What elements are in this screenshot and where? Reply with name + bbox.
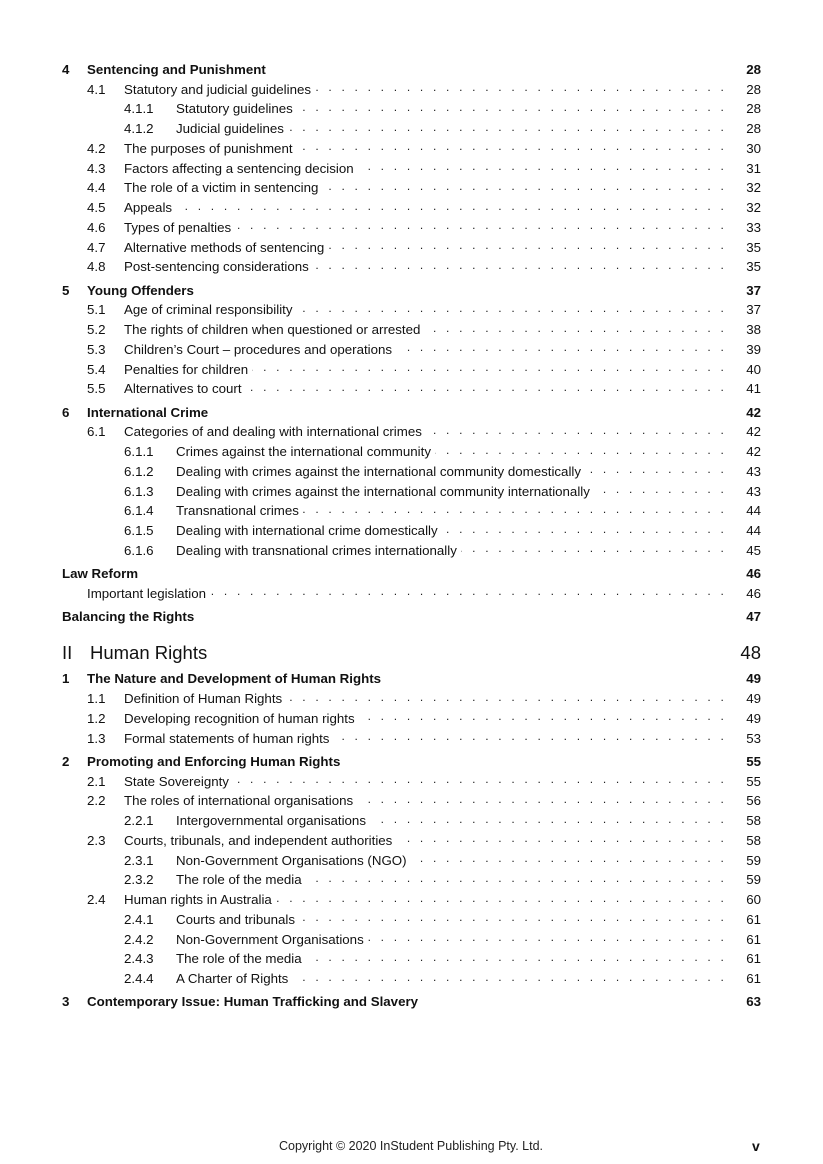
toc-entry-sub[interactable] bbox=[62, 910, 761, 930]
table-of-contents bbox=[62, 56, 761, 1012]
toc-entry-number: 5.1 bbox=[87, 302, 106, 318]
toc-entry-page: 59 bbox=[746, 852, 761, 868]
dot-leader bbox=[358, 161, 727, 175]
toc-entry-sub[interactable] bbox=[62, 850, 761, 870]
toc-entry-title: The rights of children when questioned or arrested bbox=[124, 322, 424, 337]
toc-entry-title: Definition of Human Rights bbox=[124, 691, 286, 706]
toc-entry-page: 49 bbox=[746, 710, 761, 726]
toc-entry-title: Courts and tribunals bbox=[176, 912, 299, 927]
toc-entry-title: Appeals bbox=[124, 200, 176, 215]
toc-entry-page: 48 bbox=[740, 641, 761, 663]
toc-entry-sub[interactable] bbox=[62, 462, 761, 482]
toc-entry-page: 30 bbox=[746, 140, 761, 156]
toc-entry-page: 56 bbox=[746, 793, 761, 809]
toc-entry-title: Categories of and dealing with international crimes bbox=[124, 424, 426, 439]
toc-entry-title: Non-Government Organisations bbox=[176, 932, 368, 947]
toc-entry-page: 33 bbox=[746, 219, 761, 235]
toc-entry-page: 42 bbox=[746, 424, 761, 440]
dot-leader bbox=[315, 82, 727, 96]
dot-leader bbox=[368, 932, 727, 946]
toc-entry-sub[interactable] bbox=[62, 870, 761, 890]
toc-entry-number: 4.1.1 bbox=[124, 101, 154, 117]
toc-entry-page: 32 bbox=[746, 200, 761, 216]
dot-leader bbox=[292, 972, 727, 986]
toc-entry-title: Developing recognition of human rights bbox=[124, 711, 359, 726]
toc-entry-number: 6.1.2 bbox=[124, 463, 154, 479]
toc-entry-title: Intergovernmental organisations bbox=[176, 813, 370, 828]
dot-leader bbox=[370, 814, 727, 828]
toc-entry-page: 61 bbox=[746, 971, 761, 987]
dot-leader bbox=[288, 122, 727, 136]
toc-entry-page: 42 bbox=[746, 444, 761, 460]
toc-entry-number: 6.1 bbox=[87, 424, 106, 440]
toc-entry-page: 43 bbox=[746, 463, 761, 479]
toc-entry-sec[interactable] bbox=[62, 237, 761, 257]
toc-entry-number: 2.3 bbox=[87, 832, 106, 848]
toc-entry-page: 46 bbox=[746, 566, 761, 582]
dot-leader bbox=[233, 774, 727, 788]
toc-entry-title: Children’s Court – procedures and operations bbox=[124, 342, 396, 357]
dot-leader bbox=[252, 362, 727, 376]
dot-leader bbox=[210, 586, 727, 600]
dot-leader bbox=[594, 484, 727, 498]
toc-entry-number: 6.1.3 bbox=[124, 483, 154, 499]
toc-entry-title: International Crime bbox=[87, 405, 212, 420]
dot-leader bbox=[333, 731, 727, 745]
toc-entry-page: 28 bbox=[746, 101, 761, 117]
dot-leader bbox=[235, 220, 727, 234]
toc-entry-title: The roles of international organisations bbox=[124, 793, 357, 808]
toc-entry-sec[interactable] bbox=[62, 791, 761, 811]
toc-entry-page: 45 bbox=[746, 542, 761, 558]
toc-entry-number: 6.1.6 bbox=[124, 542, 154, 558]
toc-entry-sec[interactable] bbox=[62, 139, 761, 159]
toc-entry-sec[interactable] bbox=[62, 422, 761, 442]
toc-entry-sec[interactable] bbox=[62, 320, 761, 340]
toc-entry-sub[interactable] bbox=[62, 501, 761, 521]
toc-entry-page: 49 bbox=[746, 671, 761, 687]
toc-entry-page: 58 bbox=[746, 832, 761, 848]
dot-leader bbox=[328, 240, 727, 254]
toc-entry-title: A Charter of Rights bbox=[176, 971, 292, 986]
toc-entry-page: 58 bbox=[746, 813, 761, 829]
toc-entry-sub[interactable] bbox=[62, 541, 761, 561]
dot-leader bbox=[313, 260, 727, 274]
toc-entry-number: 5.2 bbox=[87, 322, 106, 338]
toc-entry-sec[interactable] bbox=[62, 178, 761, 198]
toc-entry-page: 35 bbox=[746, 239, 761, 255]
toc-entry-title: Law Reform bbox=[62, 566, 142, 581]
toc-entry-page: 44 bbox=[746, 523, 761, 539]
toc-entry-sec[interactable] bbox=[62, 158, 761, 178]
toc-entry-page: 46 bbox=[746, 585, 761, 601]
toc-entry-number: 5.3 bbox=[87, 341, 106, 357]
toc-entry-title: Statutory and judicial guidelines bbox=[124, 82, 315, 97]
toc-entry-page: 61 bbox=[746, 951, 761, 967]
dot-leader bbox=[299, 912, 727, 926]
toc-entry-title: State Sovereignty bbox=[124, 774, 233, 789]
toc-entry-sub[interactable] bbox=[62, 949, 761, 969]
toc-entry-page: 28 bbox=[746, 61, 761, 77]
toc-entry-title: Human rights in Australia bbox=[124, 892, 276, 907]
toc-entry-title: Types of penalties bbox=[124, 220, 235, 235]
toc-entry-page: 32 bbox=[746, 180, 761, 196]
dot-leader bbox=[176, 201, 727, 215]
toc-entry-number: 2.4.2 bbox=[124, 931, 154, 947]
toc-entry-page: 37 bbox=[746, 302, 761, 318]
toc-entry-number: 2.2 bbox=[87, 793, 106, 809]
toc-entry-number: 2.2.1 bbox=[124, 813, 154, 829]
toc-entry-number: 2.4.4 bbox=[124, 971, 154, 987]
toc-entry-title: The purposes of punishment bbox=[124, 141, 297, 156]
toc-entry-sub[interactable] bbox=[62, 99, 761, 119]
toc-entry-number: 1.1 bbox=[87, 691, 106, 707]
toc-entry-sec[interactable] bbox=[62, 257, 761, 277]
toc-entry-ch[interactable] bbox=[62, 280, 761, 300]
dot-leader bbox=[306, 952, 727, 966]
toc-entry-sec[interactable] bbox=[62, 689, 761, 709]
toc-entry-page: 59 bbox=[746, 872, 761, 888]
toc-entry-page: 37 bbox=[746, 282, 761, 298]
dot-leader bbox=[396, 342, 727, 356]
toc-entry-page: 60 bbox=[746, 892, 761, 908]
toc-entry-page: 44 bbox=[746, 503, 761, 519]
dot-leader bbox=[359, 711, 727, 725]
toc-entry-sec[interactable] bbox=[62, 79, 761, 99]
toc-entry-page: 35 bbox=[746, 259, 761, 275]
toc-entry-sec[interactable] bbox=[62, 831, 761, 851]
toc-entry-title: Human Rights bbox=[90, 642, 211, 664]
toc-entry-number: 6 bbox=[62, 404, 70, 420]
dot-leader bbox=[306, 873, 727, 887]
toc-entry-title: Courts, tribunals, and independent authorities bbox=[124, 833, 396, 848]
toc-entry-number: 5.4 bbox=[87, 361, 106, 377]
toc-entry-sec[interactable] bbox=[62, 771, 761, 791]
copyright-notice: Copyright © 2020 InStudent Publishing Pty. Ltd. bbox=[279, 1139, 544, 1153]
toc-entry-sub[interactable] bbox=[62, 929, 761, 949]
toc-entry-number: 2 bbox=[62, 753, 70, 769]
toc-entry-head[interactable] bbox=[62, 607, 761, 627]
toc-entry-number: 4.5 bbox=[87, 200, 106, 216]
toc-entry-page: 28 bbox=[746, 121, 761, 137]
toc-entry-number: 4.1.2 bbox=[124, 121, 154, 137]
toc-entry-title: Crimes against the international community bbox=[176, 444, 435, 459]
toc-entry-number: 2.4 bbox=[87, 892, 106, 908]
toc-entry-sec[interactable] bbox=[62, 218, 761, 238]
toc-entry-sec[interactable] bbox=[62, 340, 761, 360]
toc-entry-sub[interactable] bbox=[62, 521, 761, 541]
toc-entry-title: Contemporary Issue: Human Trafficking and Slavery bbox=[87, 994, 422, 1009]
toc-entry-number: 1.2 bbox=[87, 710, 106, 726]
toc-entry-page: 61 bbox=[746, 931, 761, 947]
dot-leader bbox=[297, 303, 728, 317]
toc-entry-part[interactable] bbox=[62, 640, 761, 666]
toc-entry-page: 63 bbox=[746, 994, 761, 1010]
toc-entry-title: Judicial guidelines bbox=[176, 121, 288, 136]
dot-leader bbox=[246, 382, 727, 396]
toc-entry-title: Penalties for children bbox=[124, 362, 252, 377]
toc-entry-page: 49 bbox=[746, 691, 761, 707]
toc-entry-sec[interactable] bbox=[62, 890, 761, 910]
toc-entry-number: 4.8 bbox=[87, 259, 106, 275]
dot-leader bbox=[396, 833, 727, 847]
toc-entry-title: Transnational crimes bbox=[176, 503, 303, 518]
dot-leader bbox=[411, 853, 727, 867]
dot-leader bbox=[435, 445, 727, 459]
dot-leader bbox=[461, 543, 727, 557]
toc-entry-number: 3 bbox=[62, 994, 70, 1010]
toc-entry-title: The role of the media bbox=[176, 872, 306, 887]
toc-entry-title: Age of criminal responsibility bbox=[124, 302, 297, 317]
toc-entry-sub[interactable] bbox=[62, 811, 761, 831]
toc-entry-number: 2.4.3 bbox=[124, 951, 154, 967]
toc-entry-number: 2.4.1 bbox=[124, 911, 154, 927]
dot-leader bbox=[303, 504, 727, 518]
toc-entry-page: 28 bbox=[746, 81, 761, 97]
toc-entry-number: 4.3 bbox=[87, 160, 106, 176]
toc-entry-sub[interactable] bbox=[62, 119, 761, 139]
toc-entry-title: Statutory guidelines bbox=[176, 101, 297, 116]
toc-entry-number: 2.3.1 bbox=[124, 852, 154, 868]
toc-entry-plain[interactable] bbox=[62, 584, 761, 604]
toc-entry-title: Alternative methods of sentencing bbox=[124, 240, 328, 255]
toc-entry-title: Dealing with international crime domestically bbox=[176, 523, 442, 538]
toc-entry-page: 43 bbox=[746, 483, 761, 499]
toc-entry-number: 1 bbox=[62, 671, 70, 687]
toc-entry-title: Important legislation bbox=[87, 586, 210, 601]
toc-entry-page: 42 bbox=[746, 404, 761, 420]
toc-entry-title: The role of the media bbox=[176, 951, 306, 966]
toc-entry-number: 5 bbox=[62, 282, 70, 298]
toc-entry-title: The Nature and Development of Human Rights bbox=[87, 671, 385, 686]
toc-entry-title: Young Offenders bbox=[87, 283, 198, 298]
toc-entry-title: Promoting and Enforcing Human Rights bbox=[87, 754, 344, 769]
toc-entry-page: 61 bbox=[746, 911, 761, 927]
toc-entry-sec[interactable] bbox=[62, 728, 761, 748]
toc-entry-sec[interactable] bbox=[62, 379, 761, 399]
toc-entry-title: Factors affecting a sentencing decision bbox=[124, 161, 358, 176]
toc-entry-number: 4.1 bbox=[87, 81, 106, 97]
toc-entry-ch[interactable] bbox=[62, 60, 761, 80]
toc-entry-number: 6.1.5 bbox=[124, 523, 154, 539]
toc-entry-number: 6.1.4 bbox=[124, 503, 154, 519]
page-number: v bbox=[752, 1138, 760, 1154]
toc-entry-title: Balancing the Rights bbox=[62, 609, 198, 624]
toc-entry-number: 5.5 bbox=[87, 381, 106, 397]
toc-entry-number: 6.1.1 bbox=[124, 444, 154, 460]
toc-entry-sec[interactable] bbox=[62, 198, 761, 218]
dot-leader bbox=[357, 794, 727, 808]
dot-leader bbox=[585, 464, 727, 478]
toc-entry-number: 4.6 bbox=[87, 219, 106, 235]
dot-leader bbox=[276, 893, 727, 907]
toc-entry-title: The role of a victim in sentencing bbox=[124, 180, 322, 195]
toc-entry-ch[interactable] bbox=[62, 752, 761, 772]
toc-entry-page: 38 bbox=[746, 322, 761, 338]
toc-entry-page: 55 bbox=[746, 773, 761, 789]
toc-entry-sec[interactable] bbox=[62, 359, 761, 379]
toc-entry-sub[interactable] bbox=[62, 481, 761, 501]
dot-leader bbox=[442, 524, 727, 538]
toc-entry-title: Alternatives to court bbox=[124, 381, 246, 396]
toc-entry-number: 4 bbox=[62, 61, 70, 77]
dot-leader bbox=[297, 102, 727, 116]
toc-entry-page: 41 bbox=[746, 381, 761, 397]
toc-entry-ch[interactable] bbox=[62, 402, 761, 422]
toc-entry-sub[interactable] bbox=[62, 442, 761, 462]
toc-entry-ch[interactable] bbox=[62, 992, 761, 1012]
toc-entry-page: 47 bbox=[746, 609, 761, 625]
toc-entry-sec[interactable] bbox=[62, 300, 761, 320]
toc-entry-page: 55 bbox=[746, 753, 761, 769]
toc-entry-title: Non-Government Organisations (NGO) bbox=[176, 853, 411, 868]
toc-entry-head[interactable] bbox=[62, 564, 761, 584]
toc-entry-number: 4.7 bbox=[87, 239, 106, 255]
dot-leader bbox=[322, 181, 727, 195]
toc-entry-ch[interactable] bbox=[62, 669, 761, 689]
toc-entry-title: Dealing with crimes against the international community internationally bbox=[176, 484, 594, 499]
toc-entry-page: 31 bbox=[746, 160, 761, 176]
toc-entry-number: 2.3.2 bbox=[124, 872, 154, 888]
toc-entry-sec[interactable] bbox=[62, 709, 761, 729]
dot-leader bbox=[286, 692, 727, 706]
dot-leader bbox=[424, 323, 727, 337]
toc-entry-number: II bbox=[62, 641, 73, 663]
toc-entry-title: Dealing with crimes against the international community domestically bbox=[176, 464, 585, 479]
toc-entry-title: Dealing with transnational crimes internationally bbox=[176, 543, 461, 558]
dot-leader bbox=[426, 425, 727, 439]
toc-entry-page: 39 bbox=[746, 341, 761, 357]
toc-entry-number: 1.3 bbox=[87, 730, 106, 746]
toc-entry-number: 2.1 bbox=[87, 773, 106, 789]
toc-entry-page: 40 bbox=[746, 361, 761, 377]
toc-entry-sub[interactable] bbox=[62, 969, 761, 989]
dot-leader bbox=[297, 141, 727, 155]
toc-entry-title: Formal statements of human rights bbox=[124, 731, 333, 746]
toc-entry-title: Sentencing and Punishment bbox=[87, 62, 270, 77]
toc-entry-number: 4.2 bbox=[87, 140, 106, 156]
toc-entry-number: 4.4 bbox=[87, 180, 106, 196]
toc-entry-title: Post-sentencing considerations bbox=[124, 259, 313, 274]
toc-entry-page: 53 bbox=[746, 730, 761, 746]
